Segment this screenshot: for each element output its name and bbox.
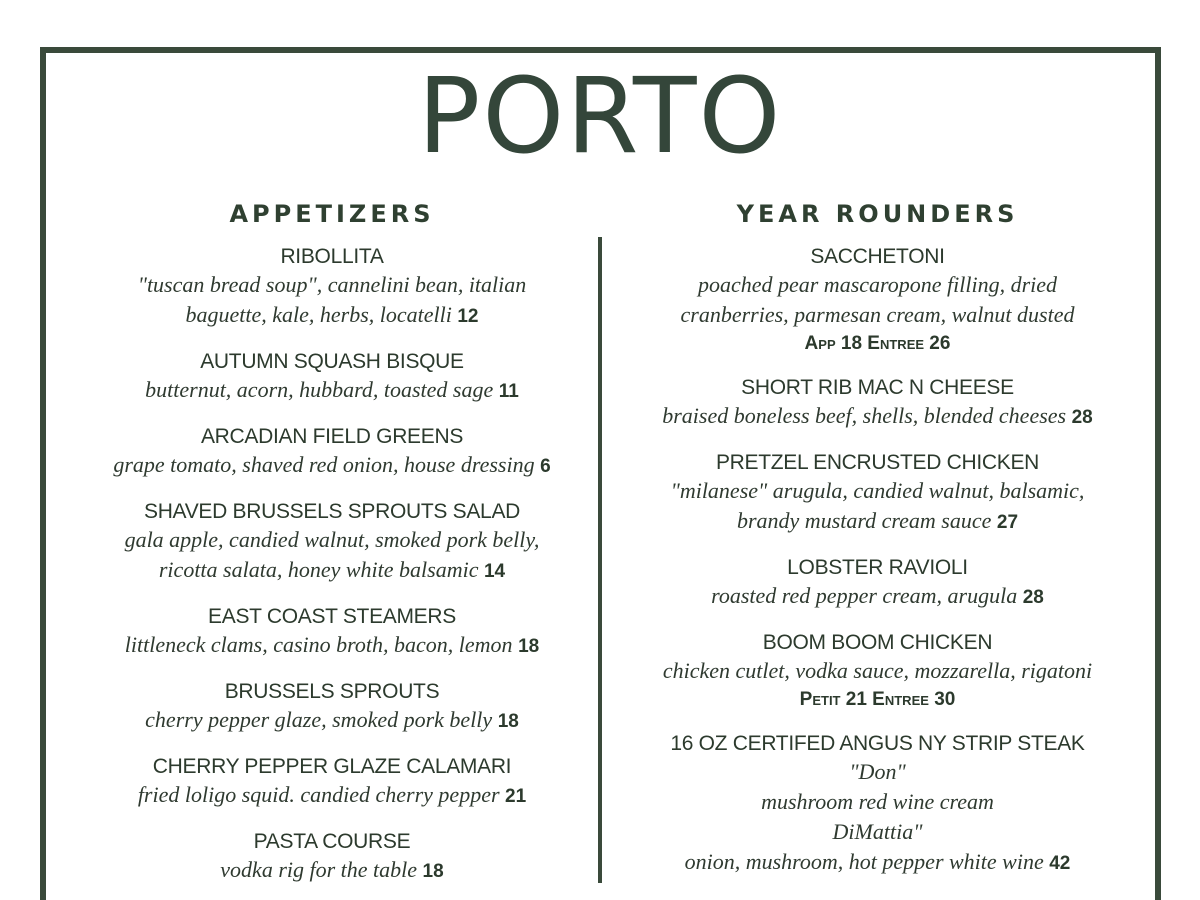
item-price: Petit 21 Entree 30 — [799, 689, 956, 710]
desc-line: baguette, kale, herbs, locatelli — [185, 302, 452, 327]
desc-line: DiMattia" — [832, 819, 923, 844]
desc-line: butternut, acorn, hubbard, toasted sage — [145, 377, 494, 402]
item-price: 18 — [518, 636, 540, 657]
item-name: ARCADIAN FIELD GREENS — [200, 425, 464, 448]
menu-item-arcadian-field-greens — [62, 424, 602, 482]
item-name: SHAVED BRUSSELS SPROUTS SALAD — [143, 500, 521, 523]
appetizers-heading: APPETIZERS — [229, 200, 435, 228]
item-description — [605, 757, 1150, 879]
item-price: 12 — [457, 306, 479, 327]
appetizers-column — [62, 196, 602, 900]
desc-line: roasted red pepper cream, arugula — [711, 583, 1018, 608]
item-price: App 18 Entree 26 — [804, 333, 951, 354]
desc-line: "tuscan bread soup", cannelini bean, italian — [137, 272, 527, 297]
item-name: PASTA COURSE — [253, 830, 411, 853]
desc-line: cherry pepper glaze, smoked pork belly — [145, 707, 493, 732]
item-description — [62, 705, 602, 737]
desc-line: littleneck clams, casino broth, bacon, lemon — [124, 632, 513, 657]
item-description — [62, 780, 602, 812]
menu-item-ribollita — [62, 244, 602, 332]
item-description — [605, 476, 1150, 538]
desc-line: brandy mustard cream sauce — [736, 508, 992, 533]
menu-item-ny-strip-steak — [605, 731, 1150, 879]
year-rounders-heading: YEAR ROUNDERS — [736, 200, 1019, 228]
item-description — [62, 525, 602, 587]
menu-item-east-coast-steamers — [62, 604, 602, 662]
item-name: PRETZEL ENCRUSTED CHICKEN — [715, 451, 1040, 474]
item-price: 28 — [1071, 407, 1093, 428]
menu-item-cherry-pepper-glaze-calamari — [62, 754, 602, 812]
desc-line: vodka rig for the table — [220, 857, 418, 882]
menu-item-lobster-ravioli — [605, 555, 1150, 613]
item-description — [605, 401, 1150, 433]
desc-line: onion, mushroom, hot pepper white wine — [684, 849, 1044, 874]
item-name: 16 OZ CERTIFED ANGUS NY STRIP STEAK — [670, 732, 1085, 755]
item-price: 42 — [1049, 853, 1071, 874]
item-name: BRUSSELS SPROUTS — [224, 680, 440, 703]
item-description — [605, 270, 1150, 330]
desc-line: gala apple, candied walnut, smoked pork belly, — [124, 527, 540, 552]
desc-line: fried loligo squid. candied cherry pepper — [137, 782, 500, 807]
menu-item-short-rib-mac-n-cheese — [605, 375, 1150, 433]
item-name: SHORT RIB MAC N CHEESE — [741, 376, 1014, 399]
desc-line: mushroom red wine cream — [761, 789, 994, 814]
menu-item-shaved-brussels-sprouts-salad — [62, 499, 602, 587]
item-price: 18 — [422, 861, 444, 882]
desc-line: "Don" — [849, 759, 906, 784]
item-price: 18 — [497, 711, 519, 732]
desc-line: cranberries, parmesan cream, walnut dusted — [680, 302, 1075, 327]
item-description — [62, 270, 602, 332]
desc-line: poached pear mascaropone filling, dried — [697, 272, 1058, 297]
menu-item-autumn-squash-bisque — [62, 349, 602, 407]
menu-item-pretzel-encrusted-chicken — [605, 450, 1150, 538]
item-description — [62, 855, 602, 887]
item-price: 27 — [996, 512, 1019, 533]
item-name: BOOM BOOM CHICKEN — [762, 631, 993, 654]
desc-line: braised boneless beef, shells, blended cheeses — [662, 403, 1067, 428]
item-price: 14 — [483, 561, 506, 582]
desc-line: chicken cutlet, vodka sauce, mozzarella, rigatoni — [662, 658, 1093, 683]
item-description — [62, 450, 602, 482]
menu-item-pasta-course — [62, 829, 602, 887]
menu-item-sacchetoni — [605, 244, 1150, 358]
item-description — [605, 581, 1150, 613]
item-price: 28 — [1022, 587, 1044, 608]
item-price: 11 — [498, 381, 519, 402]
item-name: SACCHETONI — [810, 245, 945, 268]
item-name: LOBSTER RAVIOLI — [787, 556, 968, 579]
item-price: 6 — [540, 456, 551, 477]
item-description — [605, 656, 1150, 686]
item-description — [62, 375, 602, 407]
desc-line: "milanese" arugula, candied walnut, balsamic, — [670, 478, 1085, 503]
item-name: AUTUMN SQUASH BISQUE — [200, 350, 464, 373]
restaurant-title: PORTO — [417, 55, 783, 177]
desc-line: grape tomato, shaved red onion, house dressing — [113, 452, 535, 477]
menu-item-brussels-sprouts — [62, 679, 602, 737]
menu-item-boom-boom-chicken — [605, 630, 1150, 714]
item-name: RIBOLLITA — [280, 245, 384, 268]
desc-line: ricotta salata, honey white balsamic — [158, 557, 479, 582]
item-description — [62, 630, 602, 662]
year-rounders-column — [605, 196, 1150, 896]
item-name: EAST COAST STEAMERS — [208, 605, 456, 628]
item-price: 21 — [505, 786, 527, 807]
item-name: CHERRY PEPPER GLAZE CALAMARI — [152, 755, 512, 778]
